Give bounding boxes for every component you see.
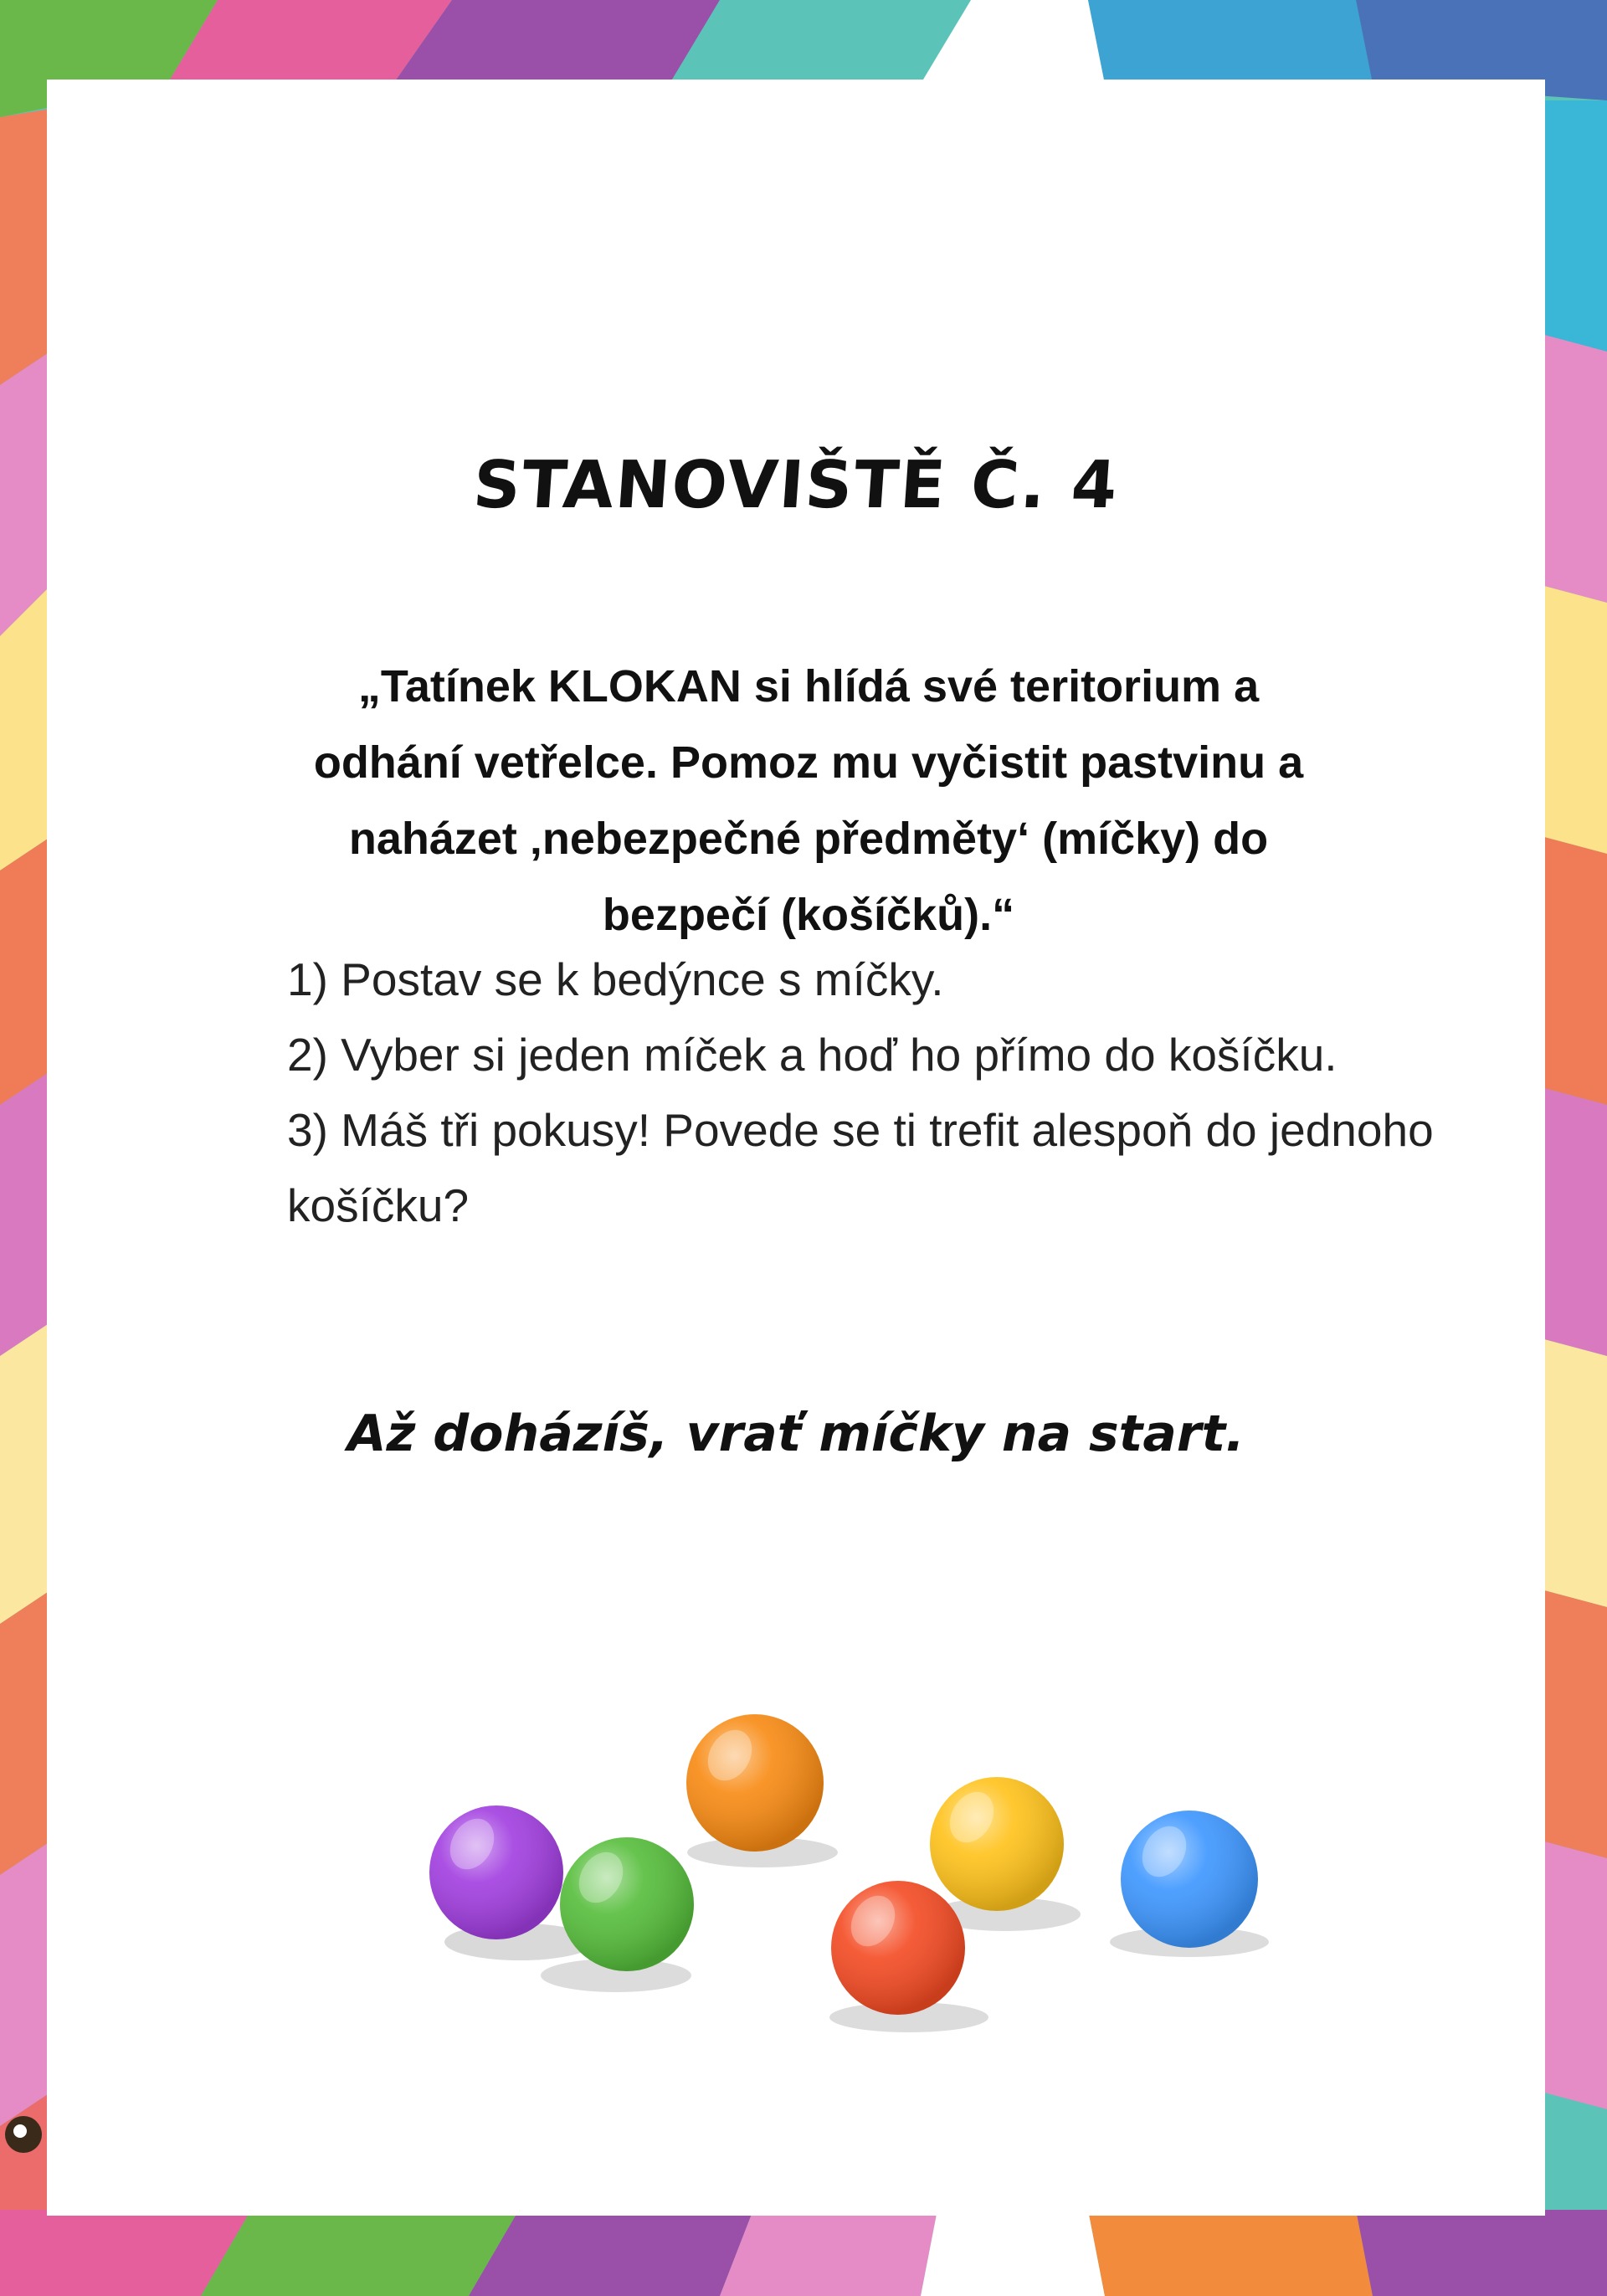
step-item: 3) Máš tři pokusy! Povede se ti trefit alespoň do jednoho košíčku? bbox=[287, 1104, 1434, 1231]
ball-red bbox=[831, 1881, 965, 2015]
closing-note: Až doházíš, vrať míčky na start. bbox=[347, 1405, 1245, 1463]
ball-orange bbox=[686, 1714, 824, 1852]
station-title: STANOVIŠTĚ Č. 4 bbox=[470, 448, 1122, 523]
ball-green bbox=[560, 1837, 694, 1971]
ball-purple bbox=[429, 1805, 563, 1939]
steps-list bbox=[287, 942, 1434, 1243]
ball-blue bbox=[1121, 1811, 1258, 1948]
step-item: 2) Vyber si jeden míček a hoď ho přímo do košíčku. bbox=[287, 1029, 1337, 1081]
balls-illustration bbox=[382, 1653, 1302, 2072]
instruction-card bbox=[47, 80, 1545, 2216]
story-text: „Tatínek KLOKAN si hlídá své teritorium a odhání vetřelce. Pomoz mu vyčistit pastvinu a naházet ‚nebezpečné předměty‘ (míčky) do bezpečí (košíčků).“ bbox=[313, 661, 1304, 940]
ball-yellow bbox=[930, 1777, 1064, 1911]
step-item: 1) Postav se k bedýnce s míčky. bbox=[287, 953, 944, 1005]
